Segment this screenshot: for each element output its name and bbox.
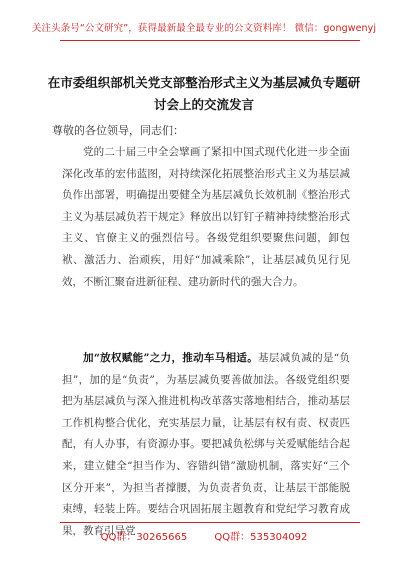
paragraph-2-lead: 加“放权赋能”之力，推动车马相适。 [83, 352, 259, 364]
footer-qq-secondary: QQ群：535304092 [214, 532, 308, 543]
paragraph-2-body: 基层减负减的是“负担”，加的是“负责”，为基层减负要善做加法。各级党组织要把为基层减负与深入推进机构改革落实落地相结合，推动基层工作机构整合优化，充实基层力量，让基层有权有责、权责匹配，有人办事，有资源办事。要把减负松绑与关爱赋能结合起来，建立健全“担当作为、容错纠错”激励机制，落实好“三个区分开来”，为担当者撑腰，为负责者负责，让基层干部能脱束缚，轻装上阵。要结合巩固拓展主题教育和党纪学习教育成果，教育引导党 [62, 352, 350, 537]
paragraph-2 [62, 348, 350, 542]
footer-contacts [0, 528, 408, 543]
document-title [30, 72, 378, 116]
title-line-2: 讨会上的交流发言 [153, 97, 254, 112]
footer-divider [60, 522, 360, 523]
footer-qq-primary: QQ群：30265665 [100, 532, 188, 543]
header-banner: 关注头条号“公文研究”，获得最新最全最专业的公文资料库！ 微信：gongwenyj [31, 23, 377, 34]
paragraph-1: 党的二十届三中全会擘画了紧扣中国式现代化进一步全面深化改革的宏伟蓝图，对持续深化拓展整治形式主义为基层减负作出部署，明确提出要健全为基层减负长效机制《整治形式主义为基层减负若干规定》释放出以钉钉子精神持续整治形式主义、官僚主义的强烈信号。各级党组织要聚焦问题，卸包袱、激活力、治顽疾，用好“加减乘除”，让基层减负见行见效，不断汇聚奋进新征程、建功新时代的强大合力。 [62, 146, 350, 288]
salutation: 尊敬的各位领导，同志们： [52, 124, 184, 137]
header-divider [60, 40, 360, 41]
title-line-1: 在市委组织部机关党支部整治形式主义为基层减负专题研 [47, 75, 361, 90]
